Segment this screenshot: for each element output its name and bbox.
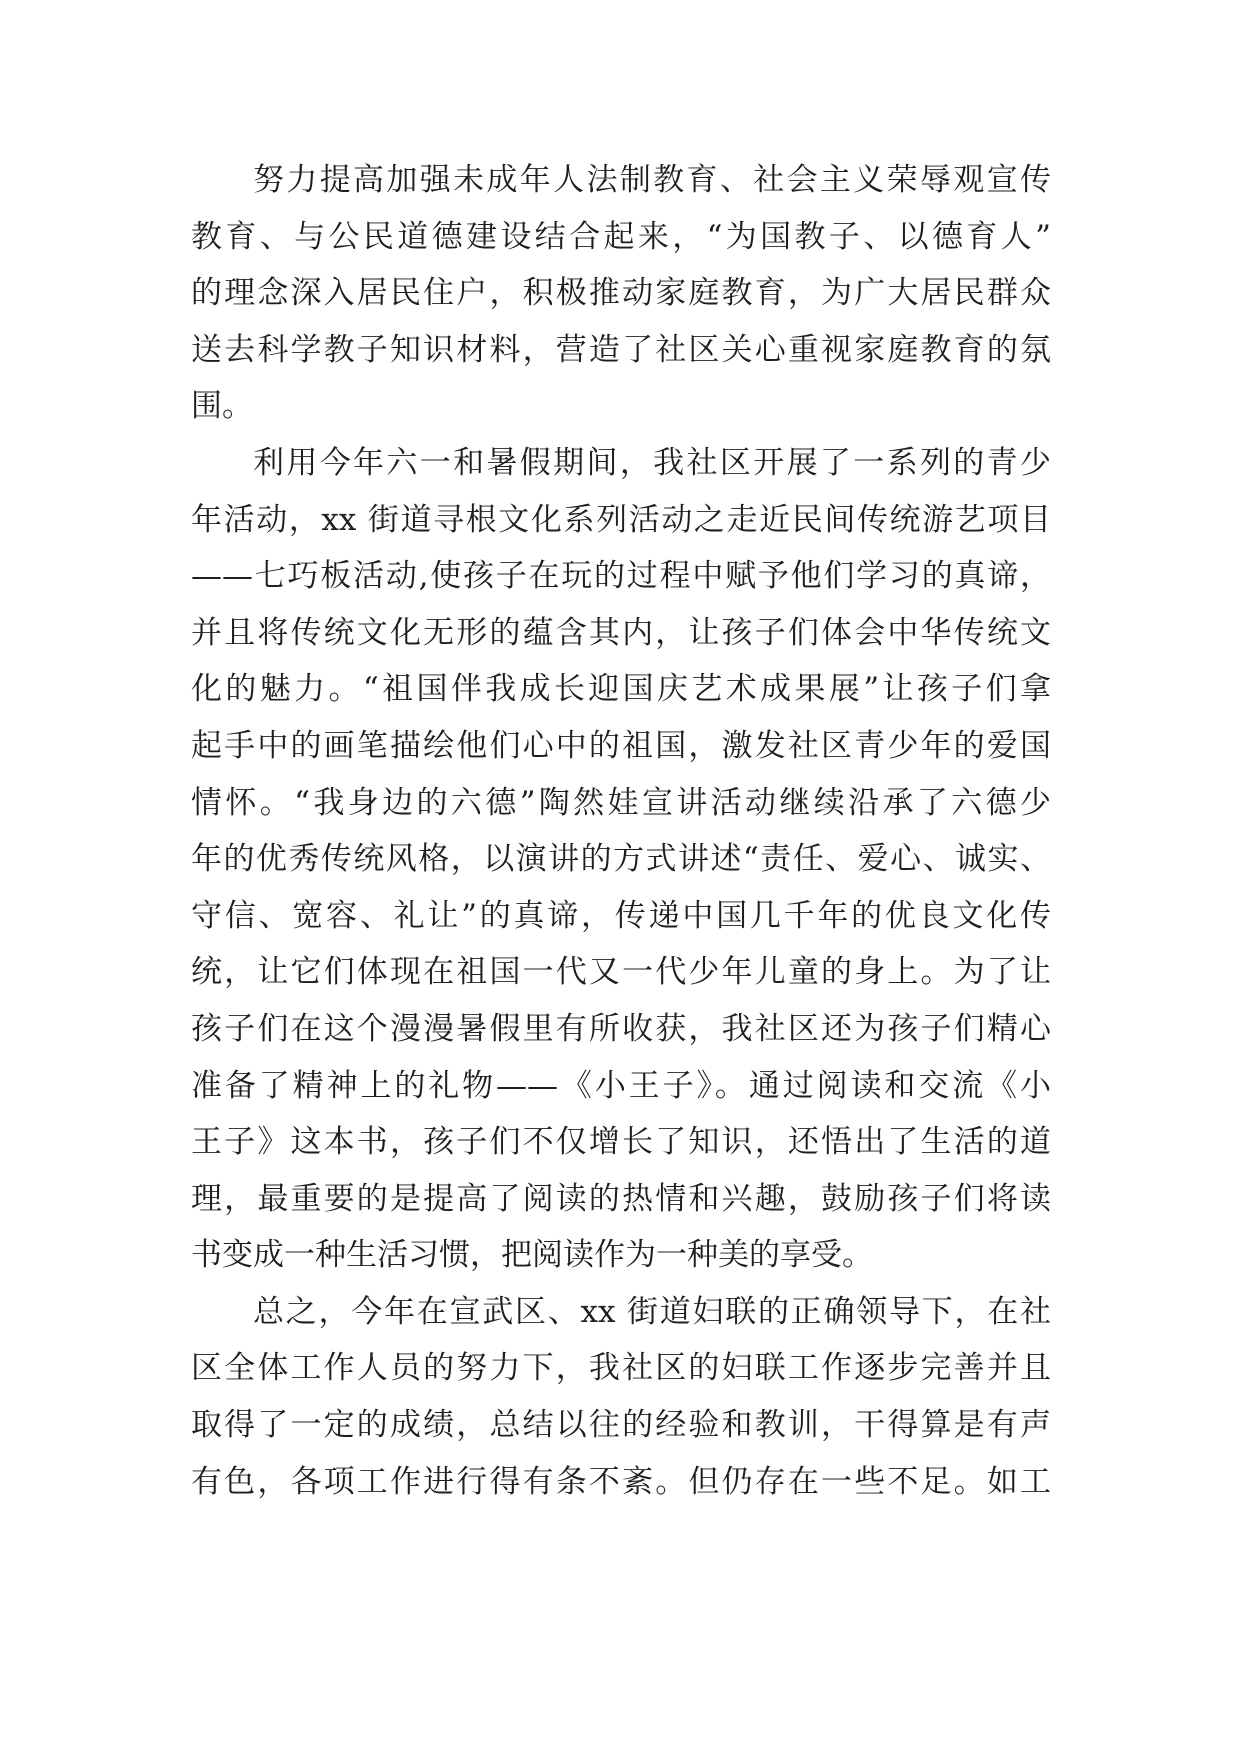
text-line: 并且将传统文化无形的蕴含其内，让孩子们体会中华传统文 bbox=[191, 614, 1051, 651]
text-line: 的理念深入居民住户，积极推动家庭教育，为广大居民群众 bbox=[191, 275, 1051, 312]
text-line: 守信、宽容、礼让”的真谛，传递中国几千年的优良文化传 bbox=[191, 897, 1051, 934]
paragraph-1 bbox=[191, 152, 1051, 435]
text-line: 化的魅力。“祖国伴我成长迎国庆艺术成果展”让孩子们拿 bbox=[191, 671, 1051, 708]
text-line: 总之，今年在宣武区、xx 街道妇联的正确领导下，在社 bbox=[253, 1293, 1051, 1330]
paragraph-3 bbox=[191, 1284, 1051, 1510]
text-line: ——七巧板活动,使孩子在玩的过程中赋予他们学习的真谛， bbox=[191, 558, 1051, 595]
text-line: 孩子们在这个漫漫暑假里有所收获，我社区还为孩子们精心 bbox=[191, 1010, 1051, 1047]
text-line: 努力提高加强未成年人法制教育、社会主义荣辱观宣传 bbox=[253, 162, 1051, 198]
text-line: 年的优秀传统风格，以演讲的方式讲述“责任、爱心、诚实、 bbox=[191, 841, 1051, 878]
text-line: 书变成一种生活习惯，把阅读作为一种美的享受。 bbox=[191, 1237, 873, 1274]
paragraph-2 bbox=[191, 435, 1051, 1284]
text-line: 准备了精神上的礼物——《小王子》。通过阅读和交流《小 bbox=[191, 1067, 1051, 1104]
text-line: 有色，各项工作进行得有条不紊。但仍存在一些不足。如工 bbox=[191, 1463, 1051, 1500]
document-body bbox=[191, 152, 1051, 1510]
text-line: 取得了一定的成绩，总结以往的经验和教训，干得算是有声 bbox=[191, 1407, 1051, 1444]
text-line: 教育、与公民道德建设结合起来，“为国教子、以德育人” bbox=[191, 218, 1051, 255]
text-line: 年活动，xx 街道寻根文化系列活动之走近民间传统游艺项目 bbox=[191, 501, 1051, 538]
text-line: 情怀。“我身边的六德”陶然娃宣讲活动继续沿承了六德少 bbox=[191, 784, 1051, 821]
text-line: 围。 bbox=[191, 388, 253, 425]
text-line: 统，让它们体现在祖国一代又一代少年儿童的身上。为了让 bbox=[191, 954, 1051, 991]
text-line: 王子》这本书，孩子们不仅增长了知识，还悟出了生活的道 bbox=[191, 1124, 1051, 1161]
text-line: 区全体工作人员的努力下，我社区的妇联工作逐步完善并且 bbox=[191, 1350, 1051, 1387]
text-line: 理，最重要的是提高了阅读的热情和兴趣，鼓励孩子们将读 bbox=[191, 1180, 1051, 1217]
text-line: 送去科学教子知识材料，营造了社区关心重视家庭教育的氛 bbox=[191, 331, 1051, 368]
text-line: 起手中的画笔描绘他们心中的祖国，激发社区青少年的爱国 bbox=[191, 727, 1051, 764]
text-line: 利用今年六一和暑假期间，我社区开展了一系列的青少 bbox=[253, 444, 1051, 481]
